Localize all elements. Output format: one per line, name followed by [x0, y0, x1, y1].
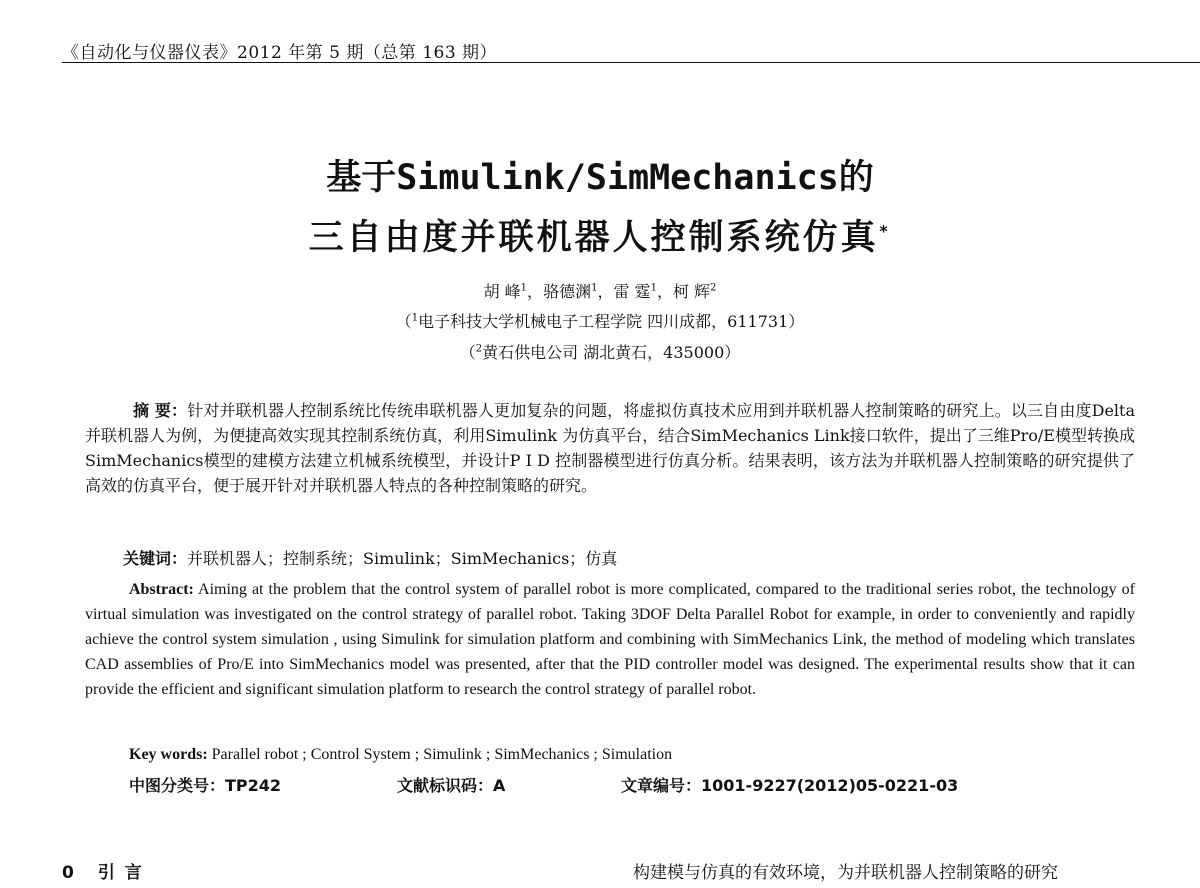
- section-number: 0: [62, 863, 76, 883]
- affiliation-2: [0, 340, 1200, 363]
- abstract-cn-text: 针对并联机器人控制系统比传统串联机器人更加复杂的问题，将虚拟仿真技术应用到并联机器人控制策略的研究上。以三自由度Delta 并联机器人为例，为便捷高效实现其控制系统仿真，利用Simulink 为仿真平台，结合SimMechanics Link接口软件，提出了三维Pro/E模型转换成SimMechanics模型的建模方法建立机械系统模型，并设计P I D 控制器模型进行仿真分析。结果表明，该方法为并联机器人控制策略的研究提供了高效的仿真平台，便于展开针对并联机器人特点的各种控制策略的研究。: [85, 401, 1136, 495]
- aff-2-mark: 2: [475, 343, 483, 355]
- document-code: [397, 773, 505, 796]
- doc-value: A: [493, 776, 506, 795]
- article-number: [621, 773, 958, 796]
- aff-1-text: 电子科技大学机械电子工程学院 四川成都，611731: [418, 312, 789, 331]
- header-rule: [62, 62, 1200, 63]
- aff-2-text: 黄石供电公司 湖北黄石，435000: [482, 343, 725, 362]
- author-3: 雷 霆: [613, 282, 651, 301]
- classification-row: [129, 773, 1029, 799]
- author-4-aff: 2: [710, 282, 717, 294]
- abstract-en-text: Aiming at the problem that the control system of parallel robot is more complicated, compared to the traditional series robot, the technology of virtual simulation was investigated on the control strategy of parallel robot. Taking 3DOF Delta Parallel Robot for example, in order to conveniently and rapidly achieve the control system simulation , using Simulink for simulation platform and combining with SimMechanics Link, the method of modeling which translates CAD assemblies of Pro/E into SimMechanics model was presented, after that the PID controller model was designed. The experimental results show that it can provide the efficient and significant simulation platform to research the control strategy of parallel robot.: [85, 581, 1135, 698]
- abstract-chinese: [85, 398, 1135, 498]
- abstract-en-label: Abstract:: [129, 581, 194, 598]
- clc-number: [129, 773, 281, 796]
- keywords-cn-text: 并联机器人；控制系统；Simulink；SimMechanics；仿真: [187, 549, 618, 568]
- author-1: 胡 峰: [483, 282, 521, 301]
- title-footnote-mark: *: [878, 221, 892, 241]
- affiliation-1: [0, 309, 1200, 332]
- clc-label: 中图分类号：: [129, 776, 226, 795]
- title-line-2-text: 三自由度并联机器人控制系统仿真: [308, 218, 879, 258]
- aff-close: ）: [788, 312, 805, 331]
- section-title: 引 言: [97, 863, 144, 883]
- author-sep: ，: [527, 282, 544, 301]
- aff-open: （: [395, 312, 412, 331]
- clc-value: TP242: [225, 776, 282, 795]
- body-text-snippet: 构建模与仿真的有效环境，为并联机器人控制策略的研究: [633, 863, 1058, 883]
- keywords-english: [129, 746, 672, 764]
- title-line-1: 基于Simulink/SimMechanics的: [326, 158, 874, 198]
- author-4: 柯 辉: [672, 282, 711, 301]
- art-label: 文章编号：: [621, 776, 702, 795]
- author-sep: ，: [597, 282, 614, 301]
- author-3-aff: 1: [650, 282, 657, 294]
- aff-open: （: [459, 343, 476, 362]
- abstract-english: [85, 577, 1135, 702]
- keywords-en-text: Parallel robot ; Control System ; Simulink ; SimMechanics ; Simulation: [211, 746, 673, 763]
- aff-close: ）: [724, 343, 741, 362]
- art-value: 1001-9227(2012)05-0221-03: [701, 776, 959, 795]
- keywords-en-label: Key words:: [129, 746, 208, 763]
- doc-label: 文献标识码：: [397, 776, 494, 795]
- author-1-aff: 1: [520, 282, 528, 294]
- author-list: [0, 279, 1200, 302]
- author-2-aff: 1: [591, 282, 598, 294]
- author-2: 骆德渊: [543, 282, 592, 301]
- title-line-2: [0, 210, 1200, 260]
- keywords-chinese: [123, 546, 617, 569]
- author-sep: ，: [656, 282, 673, 301]
- section-heading-intro: [62, 858, 144, 883]
- aff-1-mark: 1: [411, 312, 419, 324]
- abstract-cn-label: 摘 要：: [133, 401, 188, 420]
- journal-header: 《自动化与仪器仪表》2012 年第 5 期（总第 163 期）: [62, 43, 498, 63]
- keywords-cn-label: 关键词：: [123, 549, 188, 568]
